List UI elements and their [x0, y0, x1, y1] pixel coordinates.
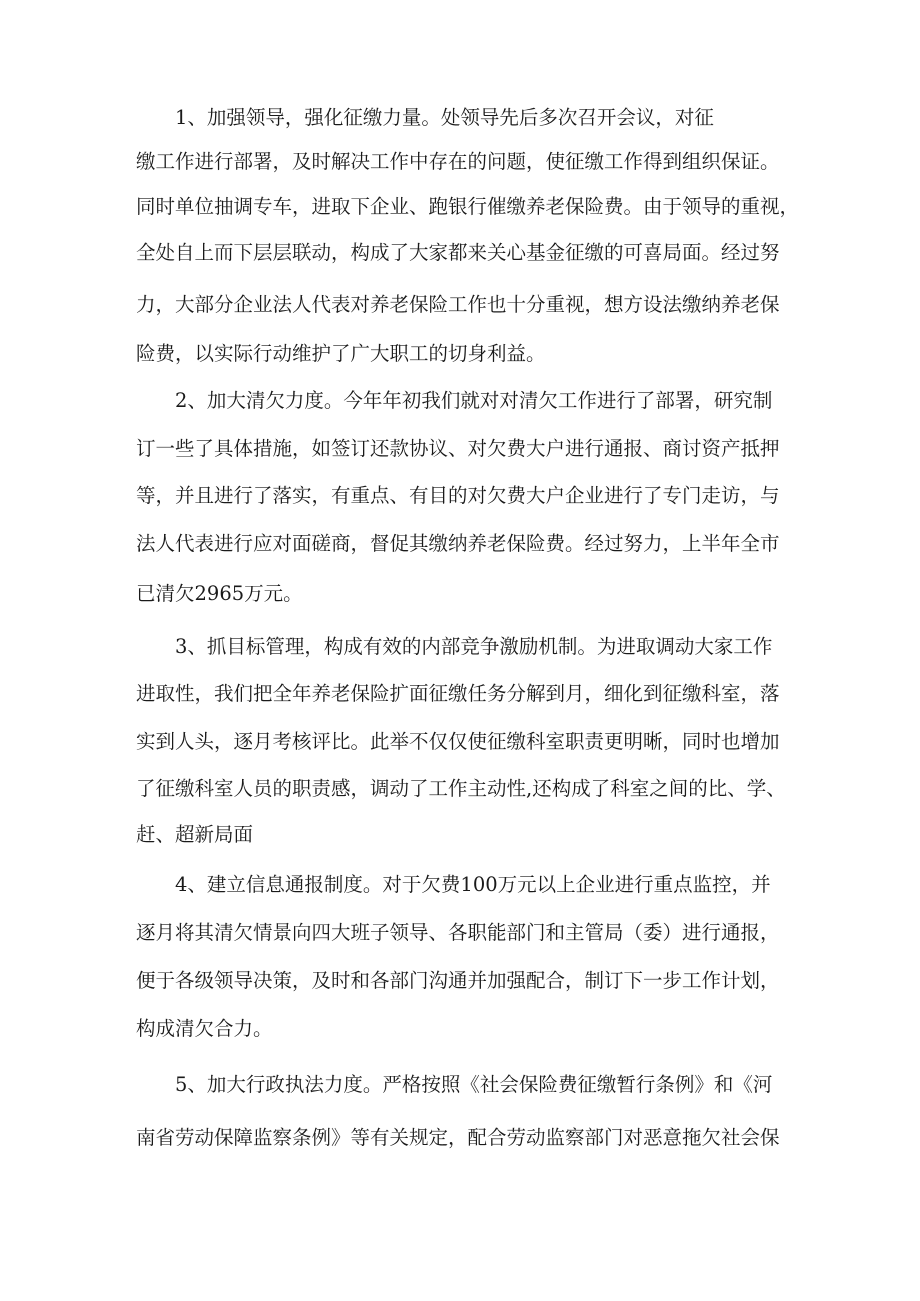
paragraph-2-line-5: 已清欠2965万元。 — [136, 582, 303, 605]
paragraph-1-line-1: 1、加强领导，强化征缴力量。处领导先后多次召开会议，对征 — [175, 106, 714, 129]
paragraph-1-line-4: 全处自上而下层层联动，构成了大家都来关心基金征缴的可喜局面。经过努 — [136, 241, 780, 264]
paragraph-2-line-4: 法人代表进行应对面磋商，督促其缴纳养老保险费。经过努力，上半年全市 — [136, 532, 780, 555]
paragraph-1-line-6: 险费，以实际行动维护了广大职工的切身利益。 — [136, 342, 546, 365]
paragraph-5-line-2: 南省劳动保障监察条例》等有关规定，配合劳动监察部门对恶意拖欠社会保 — [136, 1126, 780, 1149]
paragraph-4-line-2: 逐月将其清欠情景向四大班子领导、各职能部门和主管局（委）进行通报， — [136, 921, 780, 944]
paragraph-2-line-2: 订一些了具体措施，如签订还款协议、对欠费大户进行通报、商讨资产抵押 — [136, 437, 780, 460]
paragraph-1-line-3: 同时单位抽调专车，进取下企业、跑银行催缴养老保险费。由于领导的重视， — [136, 195, 800, 218]
paragraph-3-line-3: 实到人头，逐月考核评比。此举不仅仅使征缴科室职责更明晰，同时也增加 — [136, 730, 780, 753]
paragraph-4-line-3: 便于各级领导决策，及时和各部门沟通并加强配合，制订下一步工作计划， — [136, 969, 780, 992]
paragraph-2-line-1: 2、加大清欠力度。今年年初我们就对对清欠工作进行了部署，研究制 — [175, 389, 773, 412]
paragraph-4-line-1: 4、建立信息通报制度。对于欠费100万元以上企业进行重点监控，并 — [175, 873, 771, 896]
paragraph-5-line-1: 5、加大行政执法力度。严格按照《社会保险费征缴暂行条例》和《河 — [175, 1073, 773, 1096]
paragraph-3-line-1: 3、抓目标管理，构成有效的内部竞争激励机制。为进取调动大家工作 — [175, 635, 773, 658]
paragraph-1-line-2: 缴工作进行部署，及时解决工作中存在的问题，使征缴工作得到组织保证。 — [136, 150, 780, 173]
paragraph-1-line-5: 力，大部分企业法人代表对养老保险工作也十分重视，想方设法缴纳养老保 — [136, 293, 780, 316]
paragraph-3-line-2: 进取性，我们把全年养老保险扩面征缴任务分解到月，细化到征缴科室，落 — [136, 682, 780, 705]
paragraph-2-line-3: 等，并且进行了落实，有重点、有目的对欠费大户企业进行了专门走访，与 — [136, 484, 780, 507]
paragraph-3-line-5: 赶、超新局面 — [136, 823, 254, 846]
paragraph-3-line-4: 了征缴科室人员的职责感，调动了工作主动性,还构成了科室之间的比、学、 — [136, 777, 786, 800]
paragraph-4-line-4: 构成清欠合力。 — [136, 1017, 273, 1040]
